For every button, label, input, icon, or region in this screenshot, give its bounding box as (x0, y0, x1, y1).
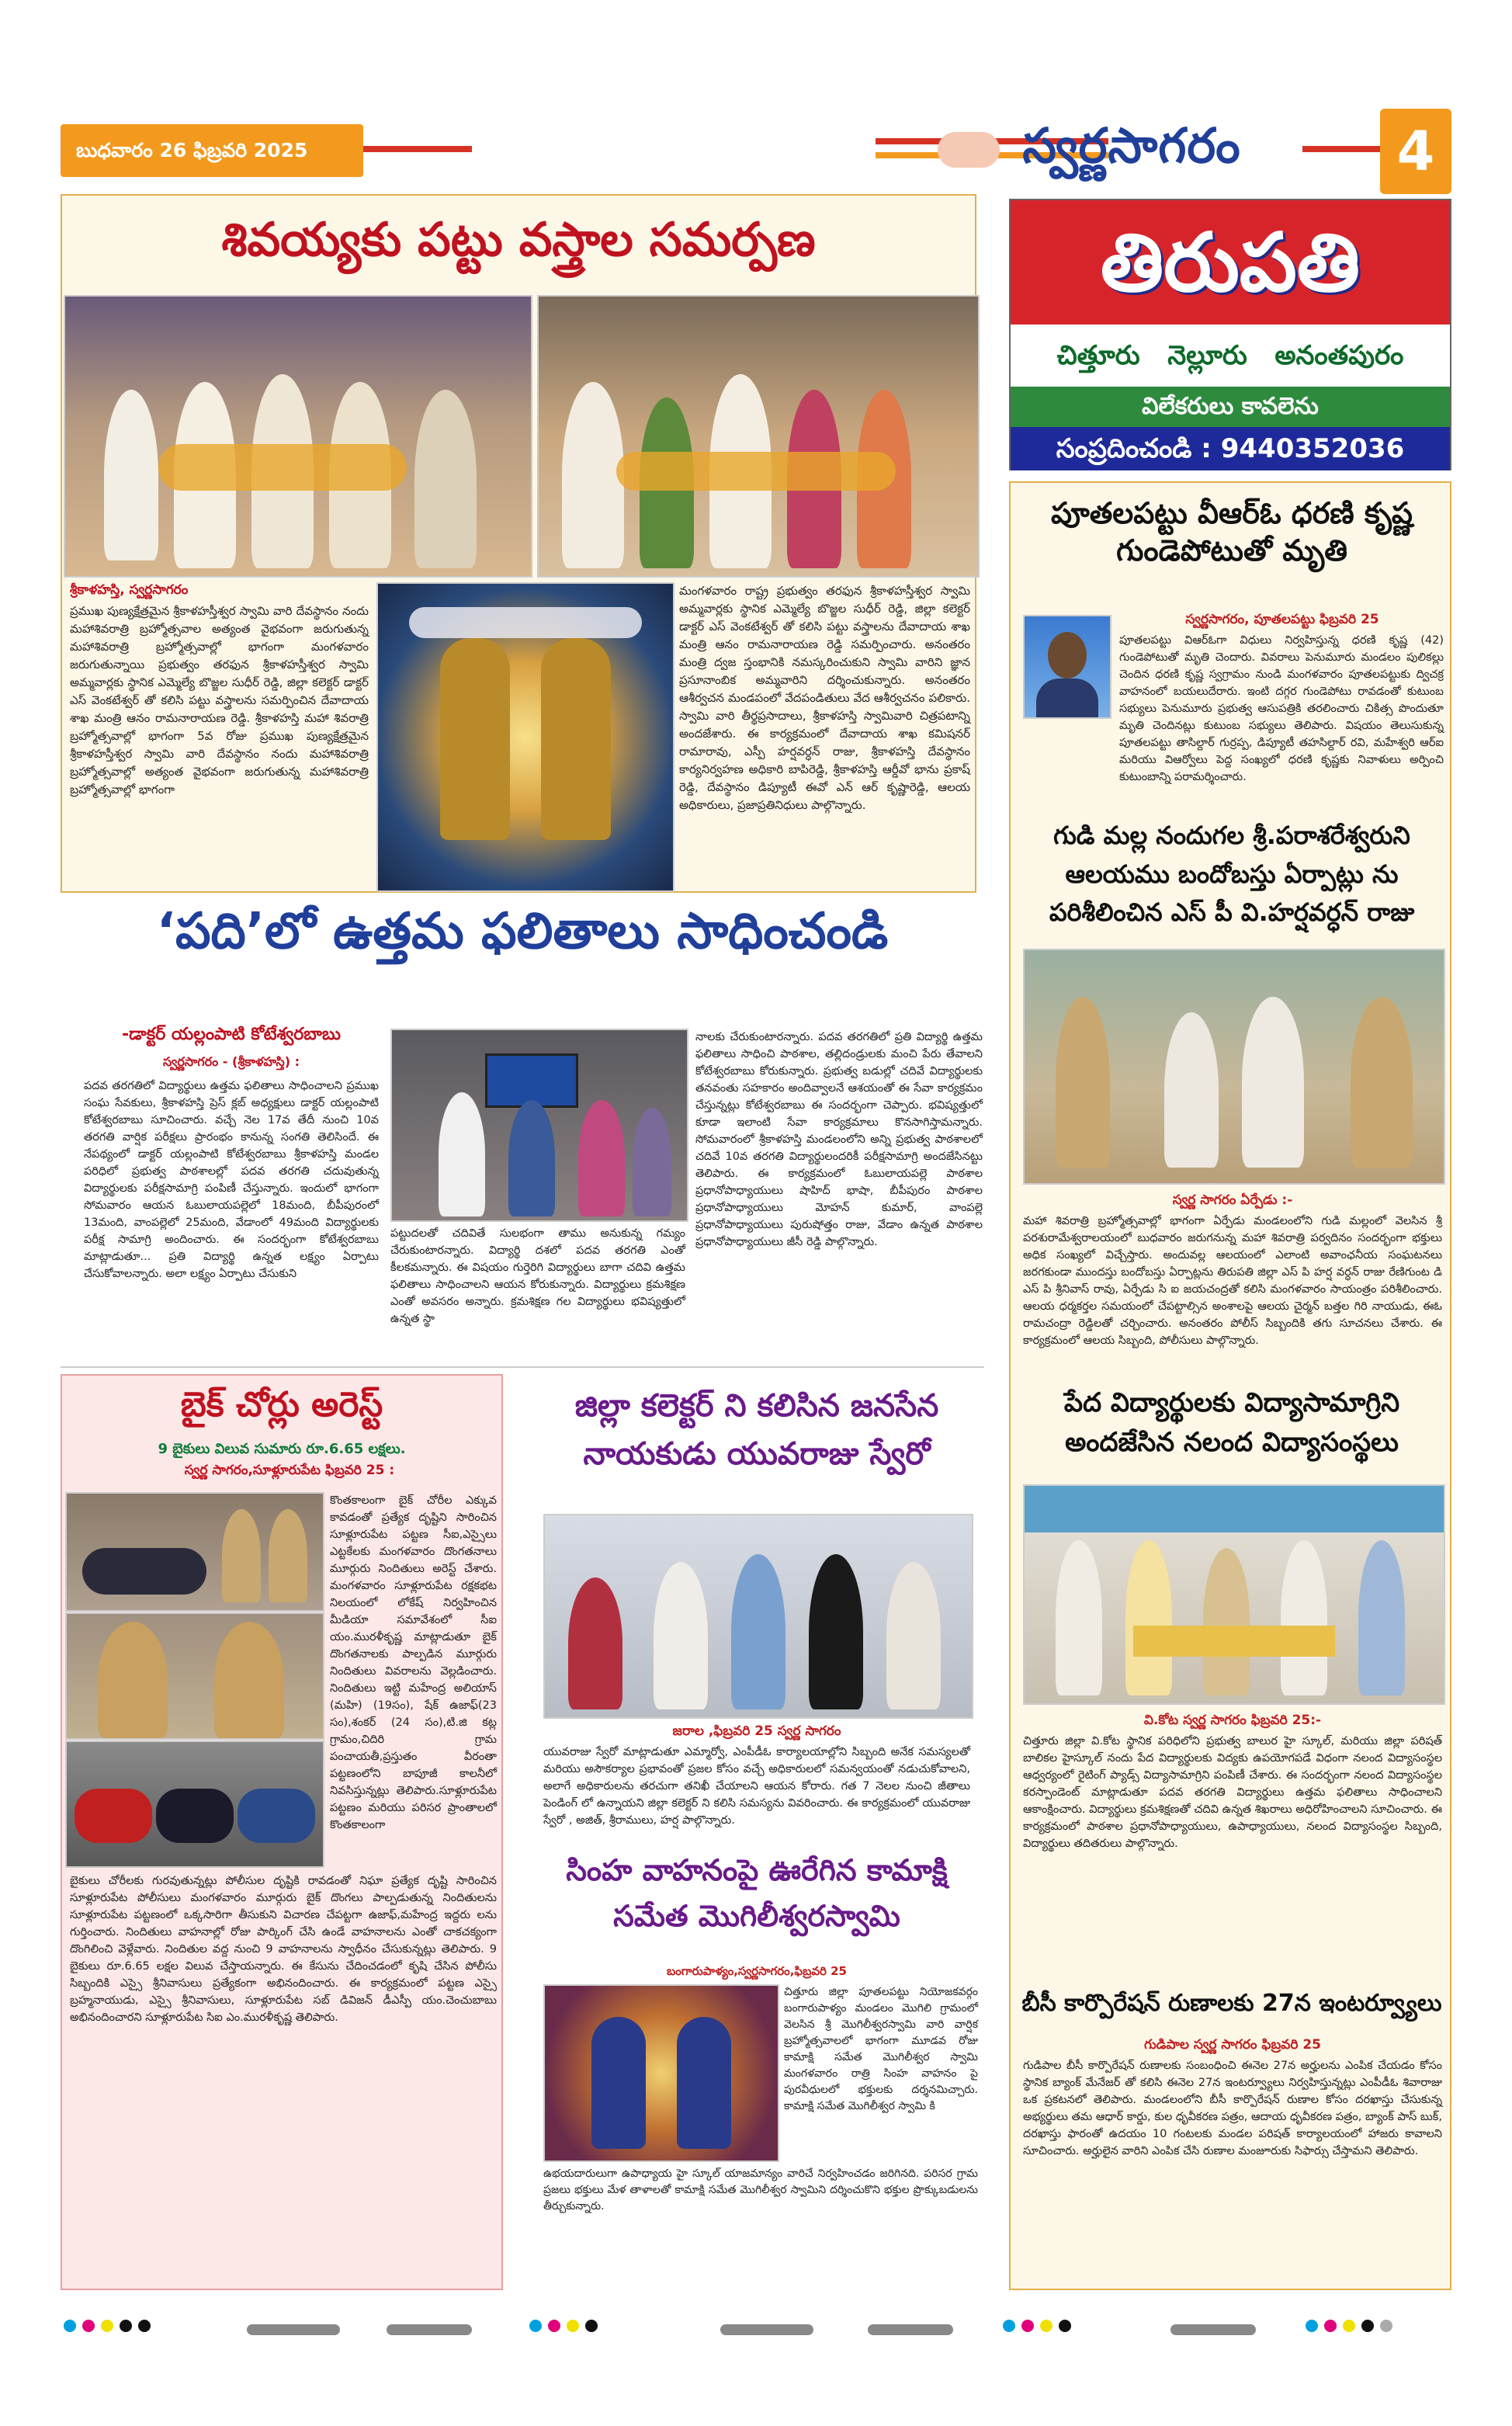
footer-marks (61, 2313, 1451, 2344)
color-dots-left (61, 2320, 154, 2335)
ad-contact: సంప్రదించండి : 9440352036 (1056, 433, 1405, 464)
body: యువరాజు స్వేరో మాట్లాడుతూ ఎమ్మార్వో, ఎంపీడీఓ కార్యాలయాల్లోని సిబ్బంది అనేక సమస్యలతో మరియు అసౌకర్యాల ప్రభావంతో ప్రజల కోసం వచ్చే అధికారులలో సమన్వయంతో నడుచుకోవాలని, అలాగే అధికారులను తరచుగా తనిఖీ చేయాలని ఆయన కోరారు. గత 7 నెలల నుంచి జీతాలు పెండింగ్ లో ఉన్నాయని జిల్లా కలెక్టర్ ని కలిసి సమస్యను వివరించారు. ఈ కార్యక్రమంలో యువరాజు స్వేరో , అజిత్, శ్రీరాములు, హర్ష పాల్గొన్నారు. (543, 1746, 970, 1827)
ad-title: తిరుపతి (1100, 215, 1361, 310)
headline: ‘పది’లో ఉత్తమ ఫలితాలు సాధించండి (156, 903, 889, 960)
color-dots-far-right (1302, 2320, 1396, 2335)
page-number: 4 (1396, 120, 1435, 183)
bc-body: గుడిపాల బీసీ కార్పొరేషన్ రుణాలకు సంబంధించి ఈనెల 27న అర్హులను ఎంపిక చేయడం కోసం స్థానిక బ్యాంక్ మేనేజర్ తో కలిసి ఈనెల 27న ఇంటర్వ్యూలు నిర్వహిస్తున్నట్లు ఎంపీడీఓ శివారాజు ఒక ప్రకటనలో తెలిపారు. మండలంలోని బీసీ కార్పొరేషన్ రుణాల కోసం దరఖాస్తు చేసుకున్న అభ్యర్థులు తమ ఆధార్ కార్డు, కుల ధృవీకరణ పత్రం, ఆదాయ ధృవీకరణ పత్రం, బ్యాంక్ పాస్ బుక్, దరఖాస్తు ఫారంతో ఉదయం 10 గంటలకు మండల పరిషత్ కార్యాలయంలో హాజరు కావాలని సూచించారు. అర్హులైన వారిని ఎంపిక చేసి రుణాల మంజూరుకు సిఫార్సు చేస్తామని తెలిపారు. (1023, 2060, 1442, 2157)
body-col-right: కొంతకాలంగా బైక్ చోరీల ఎక్కువ కావడంతో ప్రత్యేక దృష్టిని సారించిన సూళ్లూరుపేట పట్టణ సీఐ,ఎస్సైలు ఎట్టకేలకు మంగళవారం దొంగతనాలు మూర్గురు నిందితులు అరెస్ట్ చేశారు. మంగళవారం సూళ్లూరుపేట రక్షకభట నిలయంలో లోకేష్ నిర్వహించిన మీడియా సమావేశంలో సీఐ యం.మురళీకృష్ణ మాట్లాడుతూ బైక్ దొంగతనాలకు పాల్పడిన మూర్గురు నిందితులు వివరాలను వెల్లడించారు. నిందితులు ఇట్టి మహేంద్ర అలియాస్ (మహి) (19సం), షేక్ ఉజాఫ్(23 సం),శంకర్ (24 సం),టి.జి కట్ల గ్రామం,చిదిరి గ్రామ పంచాయతీ,ప్రస్తుతం వీరంతా పట్టణంలోని బాపూజీ కాలనీలో నివసిస్తున్నట్లు తెలిపారు.సూళ్లూరుపేట పట్టణం మరియు పరిసర ప్రాంతాలలో కొంతకాలంగా (330, 1494, 497, 1831)
masthead-logo (969, 109, 1295, 194)
body-col-wide: బైకులు చోరీలకు గురవుతున్నట్లు పోలీసుల దృష్టికి రావడంతో నిఘా ప్రత్యేక దృష్టి సారించిన సూళ్లూరుపేట పోలీసులు మంగళవారం మూర్గురు బైక్ దొంగలు పాల్పడుతున్న నిందితులను సూళ్లూరుపేట పట్టణంలో ఒక్కసారిగా తీసుకుని విచారణ చేపట్టగా ఉజాఫ్,మహేంద్ర ఇద్దరు లను గుర్తించారు. నిందితులు వాహనాల్లో రోజు పార్కింగ్ చేసి ఉండే వాహనాలను ఎంతో చాకచక్యంగా దొంగిలించి వెళ్లేవారు. నిందితుల వద్ద నుంచి 9 వాహనాలను స్వాధీనం చేసుకున్నట్లు తెలిపారు. 9 బైకులు రూ.6.65 లక్షల విలువ చేస్తాయన్నారు. ఈ కేసును చేదించడంలో కృషి చేసిన పోలీసు సిబ్బందికి ఎస్సై శ్రీనివాసులు ప్రత్యేకంగా అభినందించారు. ఈ కార్యక్రమంలో పట్టణ ఎస్సై బ్రహ్మనాయుడు, ఎస్సై శ్రీనివాసులు, సూళ్లూరుపేట సబ్ డివిజన్ డీఎస్పీ యం.చెంచుబాబు అభినందించారని సూళ్లూరుపేట సిఐ ఎం.మురళీకృష్ణ తెలిపారు. (70, 1875, 497, 2024)
red-rule-far (1302, 146, 1380, 152)
body-col-1: ప్రముఖ పుణ్యక్షేత్రమైన శ్రీకాళహస్తీశ్వర స్వామి వారి దేవస్థానం నందు మహాశివరాత్రి బ్రహ్మోత్సవాల అత్యంత వైభవంగా జరుగుతున్న మహాశివరాత్రి బ్రహ్మోత్సవాల్లో భాగంగా మంగళవారం జరుగుతున్నాయి ప్రభుత్వం తరఫున శ్రీకాళహస్తీశ్వర స్వామి అమ్మవార్లకు స్థానిక ఎమ్మెల్యే బొజ్జల సుధీర్ రెడ్డి, జిల్లా కలెక్టర్ డాక్టర్ ఎస్ వెంకటేశ్వర్ తో కలిసి పట్టు వస్త్రాలను సమర్పించిన దేవాదాయ శాఖ మంత్రి ఆనం రామనారాయణ రెడ్డి. శ్రీకాళహస్తి మహా శివరాత్రి బ్రహ్మోత్సవాల్లో భాగంగా 5వ రోజు ప్రముఖ పుణ్యక్షేత్రమైన శ్రీకాళహస్తీశ్వర స్వామి వారి దేవస్థానం నందు మహాశివరాత్రి బ్రహ్మోత్సవాల్లో అత్యంత వైభవంగా జరుగుతున్న మహాశివరాత్రి బ్రహ్మోత్సవాల్లో భాగంగా (70, 604, 369, 797)
body-col-2: పట్టుదలతో చదివితే సులభంగా తాము అనుకున్న గమ్యం చేరుకుంటారన్నారు. విద్యార్థి దశలో పదవ తరగతి ఎంతో కీలకమన్నారు. ఈ విషయం గుర్తెరిగి విద్యార్థులు బాగా చదివి ఉత్తమ ఫలితాలు సాధించాలని ఆయన కోరుకున్నారు. విద్యార్థులు క్రమశిక్షణ ఎంతో అవసరం అన్నారు. క్రమశిక్షణ గల విద్యార్థులు భవిష్యత్తులో ఉన్నత స్థా (390, 1227, 685, 1325)
gudimalla-dateline: స్వర్ణ సాగరం ఏర్పేడు :- (1172, 1192, 1293, 1208)
putalapattu-dateline: స్వర్ణసాగరం, పూతలపట్టు ఫిబ్రవరి 25 (1185, 612, 1379, 627)
putalapattu-body: పూతలపట్టు విఆర్ఓగా విధులు నిర్వహిస్తున్న ధరణి కృష్ణ (42) గుండెపోటుతో మృతి చెందారు. వివరాలు పెనుమూరు మండలం పులికల్లు చెందిన ధరణి కృష్ణ స్వగ్రామం నుండి మంగళవారం పూతలపట్టుకు ద్విచక్ర వాహనంలో బయలుదేరారు. ఇంటి దగ్గర గుండెపోటు రావడంతో కుటుంబ సభ్యులు పెనుమూరు ప్రభుత్వ ఆసుపత్రికి తరలించారు చికిత్స పొందుతూ మృతి చెందినట్లు కుటుంబ సభ్యులు తెలిపారు. విషయం తెలుసుకున్న పూతలపట్టు తాసిల్దార్ గుర్రప్ప, డిప్యూటీ తహసిల్దార్ రవి, మహేశ్వరి ఆర్ఐ మరియు విఆర్వోలు పెద్ద సంఖ్యలో ధరణి కృష్ణకు నివాళులు అర్పించి కుటుంబాన్ని పరామర్శించారు. (1119, 634, 1444, 783)
nalanda-headline: పేద విద్యార్థులకు విద్యాసామాగ్రిని అందజేసిన నలంద విద్యాసంస్థలు (1063, 1387, 1400, 1458)
gudimalla-headline: గుడి మల్ల నందుగల శ్రీ.పరాశరేశ్వరుని ఆలయము బందోబస్తు ఏర్పాట్లు ను పరిశీలించిన ఎస్ పీ వి.హర్షవర్ధన్ రాజు (1049, 821, 1415, 928)
body-col-3: నాలకు చేరుకుంటారన్నారు. పదవ తరగతిలో ప్రతి విద్యార్థి ఉత్తమ ఫలితాలు సాధించి పాఠశాల, తల్లిదండ్రులకు మంచి పేరు తేవాలని కోటేశ్వరబాబు కోరుకున్నారు. ప్రభుత్వ బడుల్లో చదివే విద్యార్థులకు తనవంతు సహకారం అందివ్వాలనే ఆశయంతో ఈ సేవా కార్యక్రమం చేస్తున్నట్లు కోటేశ్వరబాబు ఈ సందర్భంగా చెప్పారు. భవిష్యత్తులో కూడా ఇలాంటి సేవా కార్యక్రమాలు కొనసాగిస్తామన్నారు. సోమవారంలో శ్రీకాళహస్తి మండలంలోని అన్ని ప్రభుత్వ పాఠశాలలో చదివే 10వ తరగతి విద్యార్థులందరికీ పరీక్షసామాగ్రి అందజేసినట్టు తెలిపారు. ఈ కార్యక్రమంలో ఓబులాయపల్లె పాఠశాల ప్రధానోపాధ్యాయులు షాహిద్ భాషా, బీపీపురం పాఠశాల ప్రధానోపాధ్యాయులు మోహన్ కుమార్, వాంపల్లె ప్రధానోపాధ్యాయులు పురుషోత్తం రాజు, వేడాం ఉన్నత పాఠశాల ప్రధానోపాధ్యాయులు జీసీ రెడ్డి పాల్గొన్నారు. (695, 1031, 983, 1248)
nalanda-dateline: వి.కోట స్వర్ణ సాగరం ఫిబ్రవరి 25:- (1143, 1713, 1322, 1728)
ad-districts-band (1011, 325, 1450, 387)
red-rule-left (363, 146, 472, 152)
headline: సింహ వాహనంపై ఊరేగిన కామాక్షి సమేత మొగిలీశ్వరస్వామి (566, 1853, 948, 1933)
headline: జిల్లా కలెక్టర్ ని కలిసిన జనసేన నాయకుడు యువరాజు స్వేరో (574, 1388, 939, 1472)
photo-caption: శ్రీకాళహస్తి, స్వర్ణసాగరం (70, 582, 189, 598)
masthead (61, 109, 1451, 194)
story-padi (61, 901, 984, 1359)
dateline: జరాల ,ఫిబ్రవరి 25 స్వర్ణ సాగరం (672, 1723, 841, 1739)
putalapattu-headline: పూతలపట్టు వీఆర్ఓ ధరణి కృష్ణ గుండెపోటుతో మృతి (1051, 496, 1413, 567)
photo-vro-portrait (1023, 615, 1111, 719)
dateline: బంగారుపాళ్యం,స్వర్ణసాగరం,ఫిబ్రవరి 25 (666, 1964, 847, 1978)
ad-wanted-band (1011, 387, 1450, 427)
story-janasena (528, 1382, 986, 1840)
grey-bar-mid-right (868, 2321, 953, 2336)
headline: శివయ్యకు పట్టు వస్త్రాల సమర్పణ (221, 213, 816, 267)
photo-students-exam-material (390, 1029, 688, 1222)
ad-contact-band (1011, 427, 1450, 470)
subhead: 9 బైకులు విలువ సుమారు రూ.6.65 లక్షలు. (158, 1441, 406, 1457)
photo-deity-idols (376, 582, 675, 892)
bc-headline: బీసీ కార్పొరేషన్ రుణాలకు 27న ఇంటర్వ్యూలు (1021, 1990, 1442, 2017)
paper-name: స్వర్ణసాగరం (1022, 117, 1241, 174)
divider (61, 1366, 984, 1368)
photo-police-officers (65, 1612, 324, 1740)
color-dots-right (1000, 2320, 1074, 2335)
body-col-2: మంగళవారం రాష్ట్ర ప్రభుత్వం తరఫున శ్రీకాళహస్తీశ్వర స్వామి అమ్మవార్లకు స్థానిక ఎమ్మెల్యే బొజ్జల సుధీర్ రెడ్డి, జిల్లా కలెక్టర్ డాక్టర్ ఎస్ వెంకటేశ్వర్ తో కలిసి పట్టు వస్త్రాలను దేవాదాయ శాఖ మంత్రి ఆనం రామనారాయణ రెడ్డి సమర్పించారు. అనంతరం మంత్రి ద్వజ స్తంభానికి నమస్కరించుకుని స్వామి వారిని జ్ఞాన ప్రసూనాంబిక అమ్మవారిని దర్శించుకున్నారు. అనంతరం ఆశీర్వచన మండపంలో వేదపండితులు వేద ఆశీర్వచనం పలికారు. స్వామి వారి తీర్థప్రసాదాలు, శ్రీకాళహస్తి స్వామివారి చిత్రపటాన్ని అందజేశారు. ఈ కార్యక్రమంలో దేవాదాయ శాఖ కమిషనర్ రామారావు, ఎస్పీ హర్షవర్ధన్ రాజు, శ్రీకాళహస్తి దేవస్థానం కార్యనిర్వహణ అధికారి బాపిరెడ్డి, శ్రీకాళహస్తి ఆర్డీవో భాను ప్రకాష్ రెడ్డి, దేవస్థానం డిప్యూటీ ఈవో ఎన్ ఆర్ కృష్ణారెడ్డి, ఆలయ అధికారులు, ప్రజాప్రతినిధులు పాల్గొన్నారు. (679, 584, 970, 812)
photo-recovered-bikes-1 (65, 1492, 324, 1612)
body-col-wide: ఉభయదారులుగా ఉపాధ్యాయ హై స్కూల్ యాజమాన్యం వారిచే నిర్వహించడం జరిగినది. పరిసర గ్రామ ప్రజలు భక్తులు మేళ తాళాలతో కామాక్షి సమేత మొగిలీశ్వర స్వామిని దర్శించుకొని భక్తుల ప్రొక్కుబడులను తీర్చుకున్నారు. (543, 2167, 978, 2213)
photo-collector-meeting (543, 1514, 973, 1719)
photo-temple-officials (537, 295, 980, 578)
photo-deity-simha-vahanam (543, 1984, 779, 2162)
body-col-1: పదవ తరగతిలో విద్యార్థులు ఉత్తమ ఫలితాలు సాధించాలని ప్రముఖ సంఘ సేవకులు, శ్రీకాళహస్తి ప్రెస్ క్లబ్ అధ్యక్షులు డాక్టర్ యల్లంపాటి కోటేశ్వరబాబు సూచించారు. వచ్చే నెల 17వ తేదీ నుంచి 10వ తరగతి వార్షిక పరీక్షలు ప్రారంభం కానున్న సంగతి తెలిసిందే. ఈ నేపథ్యంలో డాక్టర్ యల్లంపాటి కోటేశ్వరబాబు శ్రీకాళహస్తి మండల పరిధిలో ప్రభుత్వ పాఠశాలల్లో పదవ తరగతి చదువుతున్న విద్యార్థులకు పరీక్షసామాగ్రి పంపిణీ చేస్తున్నారు. ఇందులో భాగంగా సోమవారం ఆయన ఓబులాయపల్లెలో 18మంది, బీపీపురంలో 13మంది, వాంపల్లెలో 25మంది, వేడాంలో 49మంది విద్యార్థులకు పరీక్ష సామాగ్రి అందించారు. ఈ సందర్భంగా కోటేశ్వరబాబు మాట్లాడుతూ... ప్రతి విద్యార్థి ఉన్నత లక్ష్యం ఏర్పాటు చేసుకోవాలన్నారు. అలా లక్ష్యం ఏర్పాటు చేసుకుని (84, 1080, 379, 1280)
headline: బైక్ చోర్లు అరెస్ట్ (180, 1385, 383, 1425)
dateline: స్వర్ణసాగరం - (శ్రీకాళహస్తి) : (162, 1054, 300, 1069)
photo-nalanda-distribution (1023, 1484, 1445, 1705)
page-number-box (1380, 109, 1451, 194)
issue-date: బుధవారం 26 ఫిబ్రవరి 2025 (76, 139, 308, 161)
body-col-right: చిత్తూరు జిల్లా పూతలపట్టు నియోజకవర్గం బంగారుపాళ్యం మండలం మొగిలి గ్రామంలో వెలసిన శ్రీ మొగిలీశ్వరస్వామి వారి వార్షిక బ్రహ్మోత్సవాలలో భాగంగా మూడవ రోజు కామాక్షి సమేత మొగిలీశ్వర స్వామి మంగళవారం రాత్రి సింహ వాహనం పై పురవీధులలో భక్తులకు దర్శనమిచ్చారు. కామాక్షి సమేత మొగిలీశ్వర స్వామి కి (784, 1986, 978, 2112)
photo-sp-inspection (1023, 949, 1445, 1185)
color-dots-mid (526, 2320, 601, 2335)
ad-wanted: విలేకరులు కావలెను (1142, 393, 1319, 420)
nalanda-body: చిత్తూరు జిల్లా వి.కోట స్థానిక పరిధిలోని ప్రభుత్వ బాలుర హై స్కూల్, మరియు జిల్లా పరిషత్ బాలికల హైస్కూల్ నందు పేద విద్యార్థులకు విద్యకు ఉపయోగపడే విధంగా నలంద విద్యాసంస్థల ఆధ్వర్యంలో రైటింగ్ ప్యాడ్స్ విద్యాసామాగ్రిని పంపిణీ చేశారు. ఈ సందర్భంగా నలంద విద్యాసంస్థల కరస్పాండెంట్ మాట్లాడుతూ పదవ తరగతి విద్యార్థులు ఉత్తమ ఫలితాలు సాధించాలని ఆకాంక్షించారు. విద్యార్థులు క్రమశిక్షణతో చదివి ఉన్నత శిఖరాలు అధిరోహించాలని సూచించారు. ఈ కార్యక్రమంలో పాఠశాల ప్రధానోపాధ్యాయులు, ఉపాధ్యాయులు, నలంద విద్యాసంస్థల సిబ్బంది, విద్యార్థులు తదితరులు పాల్గొన్నారు. (1023, 1735, 1442, 1850)
story-shivayya (61, 194, 976, 893)
ad-title-band (1011, 200, 1450, 325)
caption (70, 582, 369, 601)
tirupati-ad (1009, 199, 1451, 470)
dateline: స్వర్ణ సాగరం,సూళ్లూరుపేట ఫిబ్రవరి 25 : (184, 1463, 395, 1478)
story-simha (528, 1848, 986, 2290)
grey-bar-mid (720, 2321, 813, 2336)
grey-bar-mid-left (387, 2321, 472, 2336)
grey-bar-right (1170, 2321, 1256, 2336)
bc-dateline: గుడిపాల స్వర్ణ సాగరం ఫిబ్రవరి 25 (1143, 2037, 1322, 2053)
ad-districts: చిత్తూరు నెల్లూరు అనంతపురం (1056, 340, 1404, 371)
photo-recovered-bikes-2 (65, 1741, 324, 1868)
photo-temple-procession (64, 295, 532, 578)
story-bike (61, 1374, 503, 2290)
byline: -డాక్టర్ యల్లంపాటి కోటేశ్వరబాబు (122, 1025, 341, 1044)
gudimalla-body: మహా శివరాత్రి బ్రహ్మోత్సవాల్లో భాగంగా ఏర్పేడు మండలంలోని గుడి మల్లంలో వెలసిన శ్రీ పరశురామేశ్వరాలయంలో బుధవారం జరుగనున్న మహా శివరాత్రి పర్వదినం సందర్భంగా భక్తులు అధిక సంఖ్యలో విచ్చేస్తారు. అందువల్ల ఆలయంలో ఎలాంటి అవాంఛనీయ సంఘటనలు జరగకుండా ముందస్తు బందోబస్తు ఏర్పాట్లను తిరుపతి జిల్లా ఎస్ పి హర్ష వర్ధన్ రాజు రేణిగుంట డి ఎస్ పి శ్రీనివాస్ రావు, ఏర్పేడు సి ఐ జయచంద్రతో కలిసి మంగళవారం సాయంత్రం పరిశీలించారు. ఆలయ ధర్మకర్తల సమయంలో చేపట్టాల్సిన అంశాలపై ఆలయ చైర్మన్ బత్తల గిరి నాయుడు, ఈఓ రామచంద్రా రెడ్డిలతో చర్చించారు. అనంతరం పోలీస్ సిబ్బందికి తగు సూచనలు చేశారు. ఈ కార్యక్రమంలో ఆలయ సిబ్బంది, పోలీసులు పాల్గొన్నారు. (1023, 1215, 1442, 1347)
grey-bar-left (247, 2321, 340, 2336)
right-panel (1009, 481, 1451, 2290)
date-banner (61, 124, 363, 177)
